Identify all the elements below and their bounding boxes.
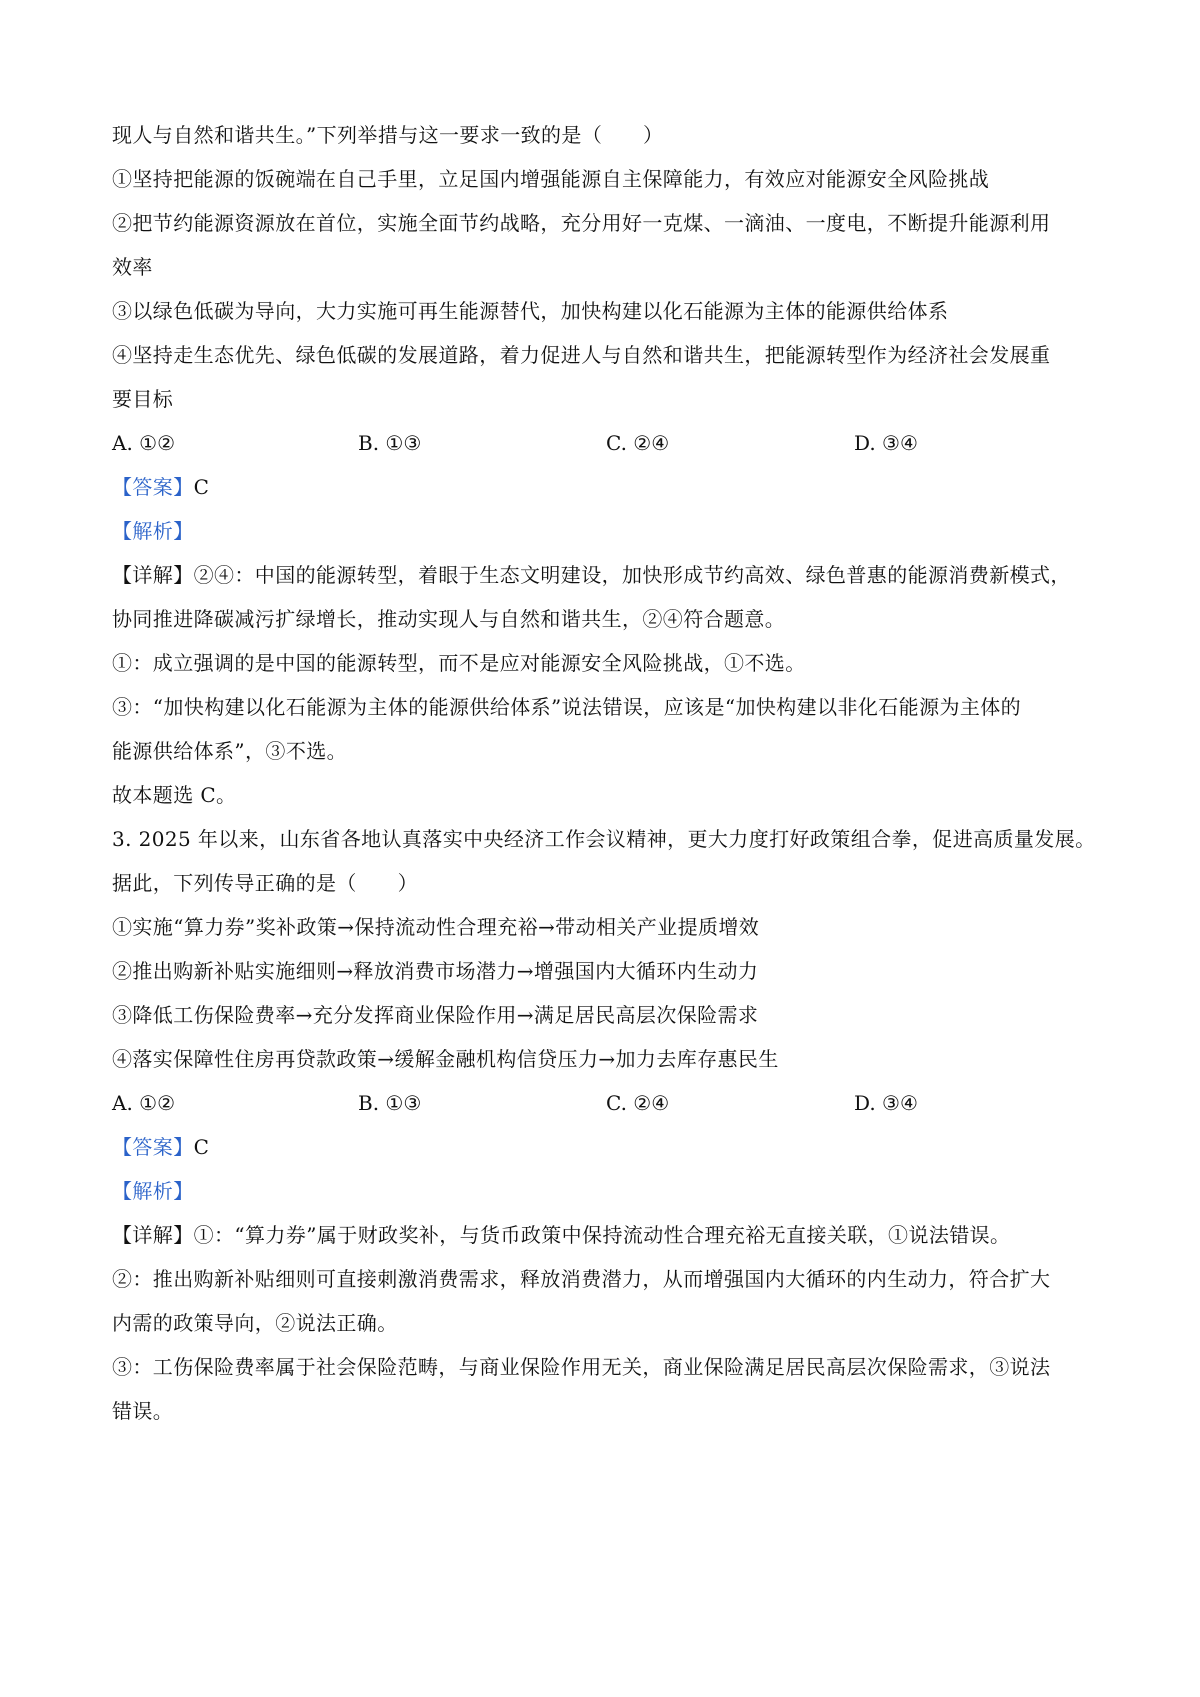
q2-item-4: ④坚持走生态优先、绿色低碳的发展道路，着力促进人与自然和谐共生，把能源转型作为经济社会发展重 (112, 343, 1051, 367)
q2-conclusion: 故本题选 C。 (112, 783, 237, 807)
q3-stem-2: 据此，下列传导正确的是（ ） (112, 871, 418, 895)
q2-option-c: C. ②④ (606, 431, 670, 455)
q2-option-d: D. ③④ (854, 431, 918, 455)
q2-item-3: ③以绿色低碳为导向，大力实施可再生能源替代，加快构建以化石能源为主体的能源供给体系 (112, 299, 949, 323)
q2-option-a: A. ①② (112, 431, 176, 455)
q3-answer-tag: 【答案】 (112, 1135, 194, 1159)
q3-answer-value: C (193, 1135, 210, 1159)
q3-detail-4: ③：工伤保险费率属于社会保险范畴，与商业保险作用无关，商业保险满足居民高层次保险需求，③说法 (112, 1355, 1051, 1379)
q2-detail-2: 协同推进降碳减污扩绿增长，推动实现人与自然和谐共生，②④符合题意。 (112, 607, 786, 631)
q3-item-2: ②推出购新补贴实施细则→释放消费市场潜力→增强国内大循环内生动力 (112, 959, 759, 983)
q3-detail-tag: 【详解】 (112, 1223, 194, 1247)
q3-option-d: D. ③④ (854, 1091, 918, 1115)
q3-analysis-tag: 【解析】 (112, 1179, 194, 1203)
q2-item-2-cont: 效率 (112, 255, 153, 279)
q3-detail-2: ②：推出购新补贴细则可直接刺激消费需求，释放消费潜力，从而增强国内大循环的内生动力，符合扩大 (112, 1267, 1051, 1291)
q3-item-3: ③降低工伤保险费率→充分发挥商业保险作用→满足居民高层次保险需求 (112, 1003, 759, 1027)
q3-detail-5: 错误。 (112, 1399, 174, 1423)
q2-options (112, 429, 1072, 457)
q2-item-2: ②把节约能源资源放在首位，实施全面节约战略，充分用好一克煤、一滴油、一度电，不断提升能源利用 (112, 211, 1051, 235)
q2-option-b: B. ①③ (358, 431, 422, 455)
q2-answer-value: C (193, 475, 210, 499)
q3-option-b: B. ①③ (358, 1091, 422, 1115)
q2-item-4-cont: 要目标 (112, 387, 174, 411)
q3-option-a: A. ①② (112, 1091, 176, 1115)
q2-detail-5: 能源供给体系”，③不选。 (112, 739, 348, 763)
q3-detail-text-1: ①：“算力券”属于财政奖补，与货币政策中保持流动性合理充裕无直接关联，①说法错误。 (193, 1223, 1011, 1247)
q3-option-c: C. ②④ (606, 1091, 670, 1115)
q2-detail-1 (112, 561, 1071, 589)
q3-item-4: ④落实保障性住房再贷款政策→缓解金融机构信贷压力→加力去库存惠民生 (112, 1047, 779, 1071)
q2-detail-4: ③：“加快构建以化石能源为主体的能源供给体系”说法错误，应该是“加快构建以非化石能源为主体的 (112, 695, 1022, 719)
q2-stem-tail: 现人与自然和谐共生。”下列举措与这一要求一致的是（ ） (112, 123, 664, 147)
q2-item-1: ①坚持把能源的饭碗端在自己手里，立足国内增强能源自主保障能力，有效应对能源安全风险挑战 (112, 167, 990, 191)
q3-answer (112, 1133, 209, 1161)
q2-detail-3: ①：成立强调的是中国的能源转型，而不是应对能源安全风险挑战，①不选。 (112, 651, 806, 675)
q3-detail-1 (112, 1221, 1010, 1249)
q3-item-1: ①实施“算力券”奖补政策→保持流动性合理充裕→带动相关产业提质增效 (112, 915, 760, 939)
q3-detail-3: 内需的政策导向，②说法正确。 (112, 1311, 398, 1335)
q3-stem-1: 3. 2025 年以来，山东省各地认真落实中央经济工作会议精神，更大力度打好政策组合拳，促进高质量发展。 (112, 827, 1096, 851)
q2-answer (112, 473, 209, 501)
q2-analysis-tag: 【解析】 (112, 519, 194, 543)
q2-answer-tag: 【答案】 (112, 475, 194, 499)
q2-detail-tag: 【详解】 (112, 563, 194, 587)
q3-options (112, 1089, 1072, 1117)
q2-detail-text-1: ②④：中国的能源转型，着眼于生态文明建设，加快形成节约高效、绿色普惠的能源消费新模式， (193, 563, 1071, 587)
